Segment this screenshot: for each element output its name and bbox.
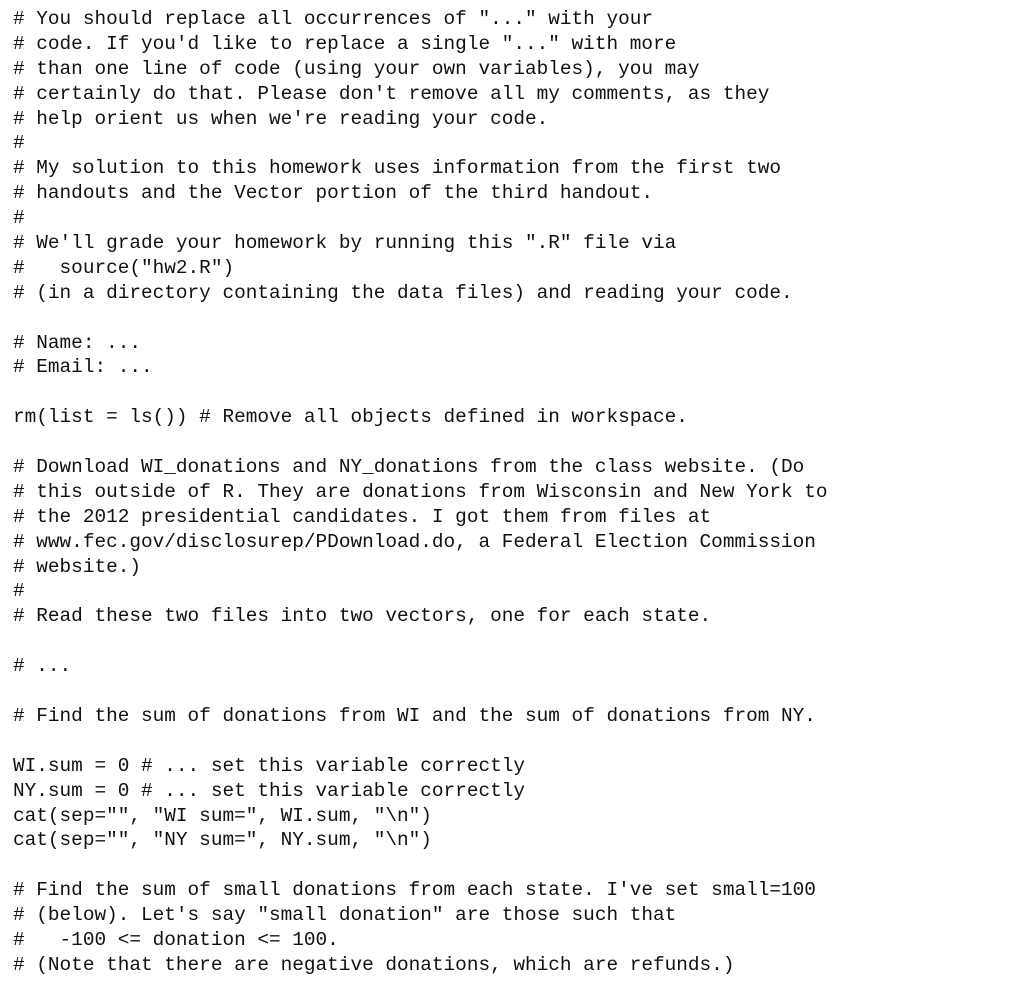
code-line: # My solution to this homework uses information from the first two xyxy=(13,157,781,180)
code-line: # Find the sum of donations from WI and the sum of donations from NY. xyxy=(13,704,816,727)
code-line: # ... xyxy=(13,655,72,678)
code-line: # xyxy=(13,132,25,155)
code-line: # the 2012 presidential candidates. I got them from files at xyxy=(13,505,712,528)
code-line xyxy=(13,380,1018,405)
code-line: # Read these two files into two vectors, one for each state. xyxy=(13,605,712,628)
code-line xyxy=(13,430,1018,455)
code-line: # Download WI_donations and NY_donations from the class website. (Do xyxy=(13,456,805,479)
code-line: rm(list = ls()) # Remove all objects defined in workspace. xyxy=(13,406,688,429)
code-line xyxy=(13,729,1018,754)
code-line: # We'll grade your homework by running this ".R" file via xyxy=(13,232,677,255)
code-line: # help orient us when we're reading your code. xyxy=(13,107,549,130)
code-line: # xyxy=(13,580,25,603)
code-line: # (below). Let's say "small donation" are those such that xyxy=(13,904,677,927)
code-line: # code. If you'd like to replace a single "..." with more xyxy=(13,32,677,55)
code-line xyxy=(13,629,1018,654)
code-line: WI.sum = 0 # ... set this variable correctly xyxy=(13,754,525,777)
code-line: # xyxy=(13,207,25,230)
code-line: # Name: ... xyxy=(13,331,141,354)
code-listing xyxy=(13,7,1018,978)
code-line: # (in a directory containing the data files) and reading your code. xyxy=(13,281,793,304)
code-line: # website.) xyxy=(13,555,141,578)
code-line: # than one line of code (using your own variables), you may xyxy=(13,57,700,80)
code-line: cat(sep="", "WI sum=", WI.sum, "\n") xyxy=(13,804,432,827)
code-line: # www.fec.gov/disclosurep/PDownload.do, a Federal Election Commission xyxy=(13,530,816,553)
code-line: # Find the sum of small donations from each state. I've set small=100 xyxy=(13,879,816,902)
code-line: # You should replace all occurrences of "..." with your xyxy=(13,8,653,30)
code-line xyxy=(13,306,1018,331)
code-line: # (Note that there are negative donations, which are refunds.) xyxy=(13,953,735,976)
code-line xyxy=(13,679,1018,704)
code-line: cat(sep="", "NY sum=", NY.sum, "\n") xyxy=(13,829,432,852)
code-line: # certainly do that. Please don't remove all my comments, as they xyxy=(13,82,770,105)
code-line: # this outside of R. They are donations from Wisconsin and New York to xyxy=(13,480,828,503)
code-line: # -100 <= donation <= 100. xyxy=(13,928,339,951)
code-line: # source("hw2.R") xyxy=(13,256,235,279)
code-line: # Email: ... xyxy=(13,356,153,379)
code-line: NY.sum = 0 # ... set this variable correctly xyxy=(13,779,525,802)
code-line xyxy=(13,853,1018,878)
code-line: # handouts and the Vector portion of the third handout. xyxy=(13,182,653,205)
